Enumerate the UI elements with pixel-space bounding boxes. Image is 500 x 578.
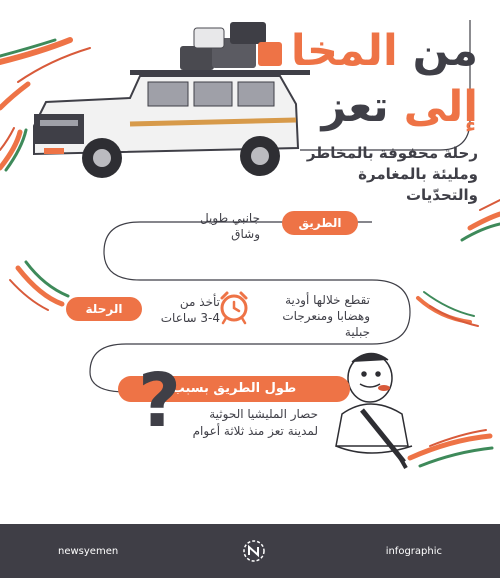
road-description [170, 210, 260, 242]
trip-duration [140, 294, 220, 326]
trip-label: الرحلة [66, 297, 142, 321]
title-line-2 [321, 82, 478, 132]
decor-stripes-top-left [0, 40, 90, 108]
footer-category: infographic [385, 546, 442, 557]
road-label: الطريق [282, 211, 358, 235]
trip-terrain-line-3: جبلية [344, 325, 370, 339]
trip-terrain [258, 292, 370, 340]
road-desc-line-1: جانبي طويل [199, 211, 260, 225]
title-line-1 [291, 26, 478, 76]
question-mark-icon: ? [138, 358, 181, 444]
trip-terrain-line-1: تقطع خلالها أودية [285, 293, 370, 307]
title-accent-to: إلى [403, 82, 478, 132]
title-accent-origin: المخا [290, 26, 398, 76]
title-prefix: من [412, 26, 478, 76]
trip-terrain-line-2: وهضابا ومنعرجات [282, 309, 370, 323]
trip-time-line-1: تأخذ من [179, 295, 220, 309]
subtitle-line-3: والتحدّيات [405, 186, 478, 204]
decor-stripes-mid-left [10, 262, 68, 310]
subtitle-line-1: رحلة محفوفة بالمخاطر [306, 144, 478, 162]
reason-desc-line-1: حصار المليشيا الحوثية [209, 407, 318, 421]
reason-description [180, 406, 318, 440]
decor-stripes-bottom [410, 430, 492, 466]
decor-stripes-left [0, 128, 26, 170]
trip-time-line-2: 3-4 ساعات [160, 311, 220, 325]
armed-man-illustration [336, 353, 412, 468]
alarm-clock-icon [222, 293, 246, 323]
subtitle [268, 143, 478, 206]
subtitle-line-2: ومليئة بالمغامرة [358, 165, 478, 183]
footer-brand: newsyemen [58, 546, 119, 557]
decor-stripes-mid-right [418, 292, 478, 326]
newsyemen-logo-icon [243, 540, 265, 562]
road-desc-line-2: وشاق [231, 227, 260, 241]
title-destination: تعز [321, 82, 389, 132]
footer-bar [0, 524, 500, 578]
reason-label: طول الطريق بسبب [118, 376, 350, 402]
reason-desc-line-2: لمدينة تعز منذ ثلاثة أعوام [192, 424, 318, 438]
decor-stripes-right [462, 200, 500, 240]
